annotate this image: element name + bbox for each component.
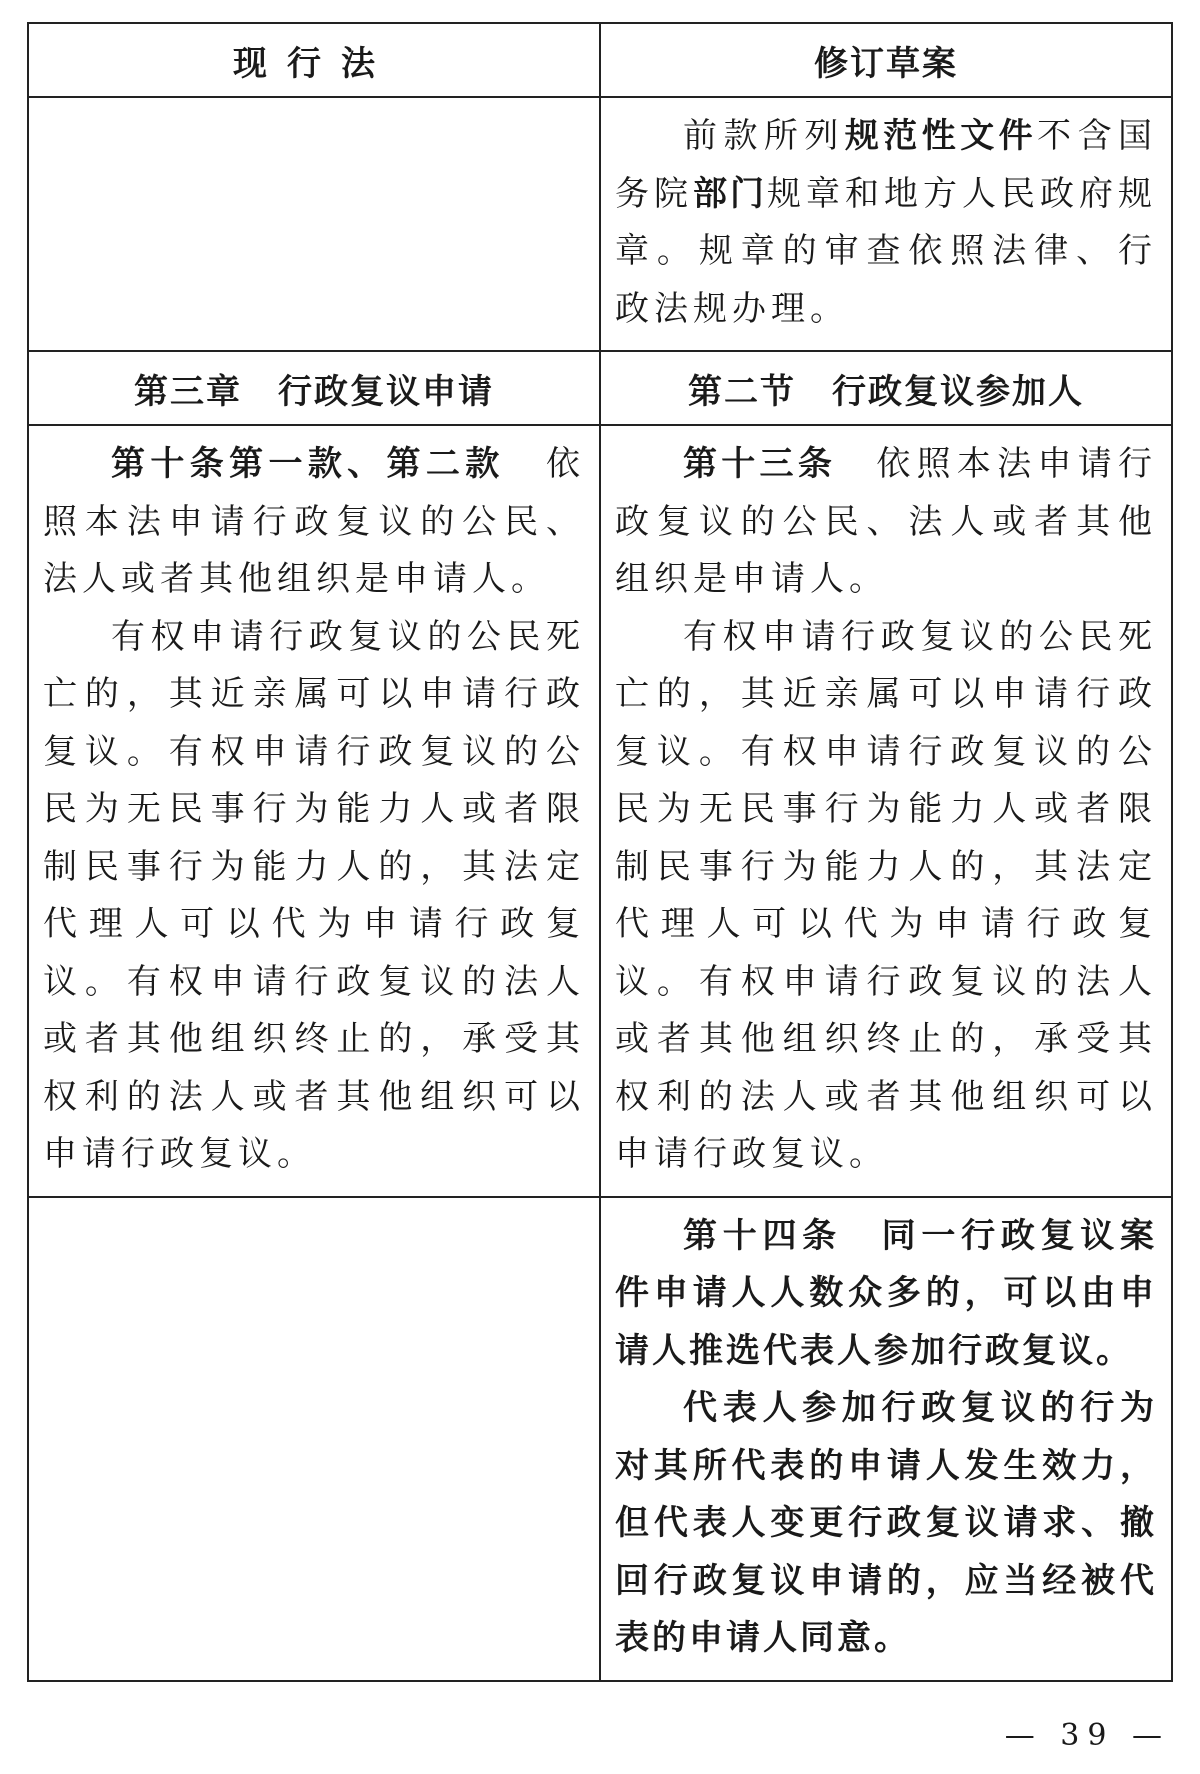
header-current-law xyxy=(28,23,600,97)
article-10-title: 第十条第一款、第二款 xyxy=(111,444,505,484)
row2-right xyxy=(600,425,1172,1197)
row3-right xyxy=(600,1197,1172,1681)
row1-left-empty xyxy=(28,97,600,351)
row3-left-empty xyxy=(28,1197,600,1681)
article-14-paragraph-2: 代表人参加行政复议的行为对其所代表的申请人发生效力，但代表人变更行政复议请求、撤回行政复议申请的，应当经被代表的申请人同意。 xyxy=(615,1388,1157,1658)
article-10-paragraph-1: 第十条第一款、第二款 依照本法申请行政复议的公民、法人或者其他组织是申请人。 xyxy=(43,444,586,599)
row-representative xyxy=(28,1197,1172,1681)
header-row xyxy=(28,23,1172,97)
chapter-right xyxy=(600,351,1172,425)
page-number: — 39 — xyxy=(1004,1718,1170,1753)
article-13-title: 第十三条 xyxy=(683,444,837,484)
comparison-table xyxy=(27,22,1173,1682)
chapter-three-title: 第三章 行政复议申请 xyxy=(134,371,494,412)
row-applicant xyxy=(28,425,1172,1197)
article-10-paragraph-2: 有权申请行政复议的公民死亡的，其近亲属可以申请行政复议。有权申请行政复议的公民为无民事行为能力人或者限制民事行为能力人的，其法定代理人可以代为申请行政复议。有权申请行政复议的法人或者其他组织终止的，承受其权利的法人或者其他组织可以申请行政复议。 xyxy=(43,616,585,1174)
row2-left xyxy=(28,425,600,1197)
regulatory-documents-paragraph: 前款所列规范性文件不含国务院部门规章和地方人民政府规章。规章的审查依照法律、行政法规办理。 xyxy=(615,116,1158,329)
article-13-paragraph-2: 有权申请行政复议的公民死亡的，其近亲属可以申请行政复议。有权申请行政复议的公民为无民事行为能力人或者限制民事行为能力人的，其法定代理人可以代为申请行政复议。有权申请行政复议的法人或者其他组织终止的，承受其权利的法人或者其他组织可以申请行政复议。 xyxy=(615,616,1157,1174)
row1-right xyxy=(600,97,1172,351)
row-regulatory-documents xyxy=(28,97,1172,351)
article-13-paragraph-1: 第十三条 依照本法申请行政复议的公民、法人或者其他组织是申请人。 xyxy=(615,444,1158,599)
article-14-paragraph-1: 第十四条 同一行政复议案件申请人人数众多的，可以由申请人推选代表人参加行政复议。 xyxy=(615,1215,1157,1371)
header-revised-draft xyxy=(600,23,1172,97)
chapter-row xyxy=(28,351,1172,425)
current-law-heading: 现行法 xyxy=(233,43,395,84)
section-two-title: 第二节 行政复议参加人 xyxy=(688,371,1084,412)
chapter-left xyxy=(28,351,600,425)
revised-draft-heading: 修订草案 xyxy=(814,43,958,84)
